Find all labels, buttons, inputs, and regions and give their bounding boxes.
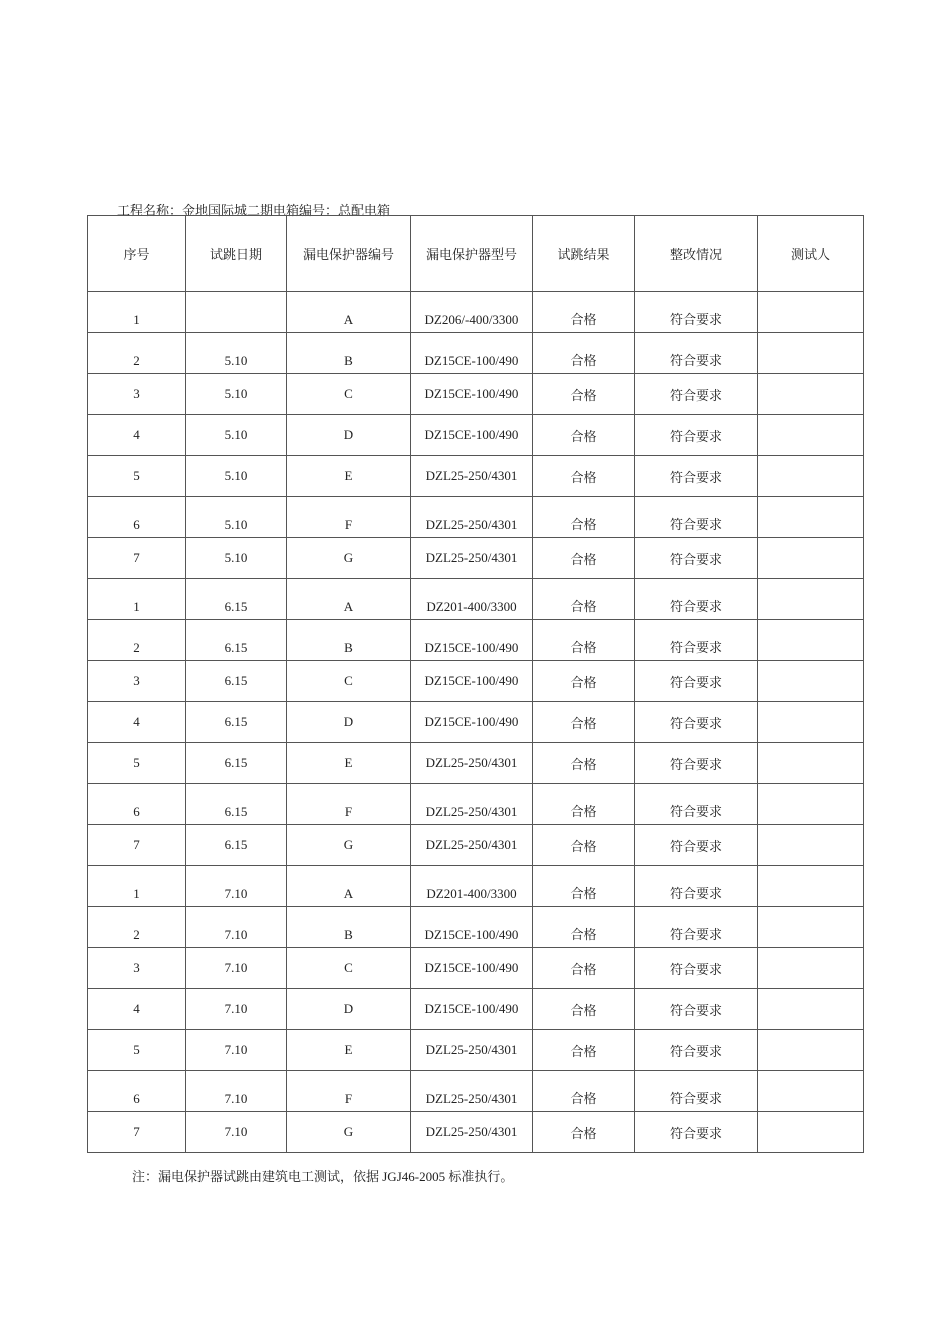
cell-code: C (287, 374, 411, 415)
cell-model: DZL25-250/4301 (411, 1030, 533, 1071)
cell-model: DZ15CE-100/490 (411, 702, 533, 743)
table-body (88, 292, 864, 1153)
cell-date: 7.10 (186, 989, 287, 1030)
table-header-row (88, 216, 864, 292)
cell-no: 5 (88, 456, 186, 497)
cell-no: 2 (88, 907, 186, 948)
cell-model: DZ15CE-100/490 (411, 333, 533, 374)
table-row (88, 907, 864, 948)
cell-tester (758, 579, 864, 620)
table-row (88, 743, 864, 784)
cell-fix: 符合要求 (635, 825, 758, 866)
cell-tester (758, 948, 864, 989)
cell-fix: 符合要求 (635, 702, 758, 743)
cell-result: 合格 (533, 702, 635, 743)
cell-no: 1 (88, 292, 186, 333)
cell-fix: 符合要求 (635, 743, 758, 784)
cell-fix: 符合要求 (635, 784, 758, 825)
cell-result: 合格 (533, 866, 635, 907)
cell-result: 合格 (533, 620, 635, 661)
cell-date: 5.10 (186, 374, 287, 415)
cell-fix: 符合要求 (635, 538, 758, 579)
cell-fix: 符合要求 (635, 907, 758, 948)
cell-result: 合格 (533, 784, 635, 825)
cell-no: 3 (88, 948, 186, 989)
cell-date: 6.15 (186, 702, 287, 743)
cell-no: 1 (88, 866, 186, 907)
cell-date: 6.15 (186, 661, 287, 702)
project-name: 金地国际城二期 (182, 203, 274, 218)
table-row (88, 702, 864, 743)
cell-model: DZ15CE-100/490 (411, 948, 533, 989)
cell-model: DZ15CE-100/490 (411, 415, 533, 456)
cell-tester (758, 538, 864, 579)
cell-code: C (287, 661, 411, 702)
cell-code: A (287, 866, 411, 907)
cell-tester (758, 784, 864, 825)
cell-tester (758, 497, 864, 538)
cell-model: DZL25-250/4301 (411, 497, 533, 538)
cell-date: 5.10 (186, 333, 287, 374)
cell-no: 6 (88, 784, 186, 825)
cell-result: 合格 (533, 989, 635, 1030)
cell-fix: 符合要求 (635, 579, 758, 620)
table-row (88, 456, 864, 497)
cell-no: 3 (88, 374, 186, 415)
cell-model: DZL25-250/4301 (411, 1071, 533, 1112)
cell-result: 合格 (533, 1030, 635, 1071)
cell-model: DZ15CE-100/490 (411, 374, 533, 415)
cell-code: E (287, 456, 411, 497)
table-row (88, 620, 864, 661)
cell-tester (758, 661, 864, 702)
cell-model: DZ15CE-100/490 (411, 620, 533, 661)
cell-fix: 符合要求 (635, 866, 758, 907)
cell-result: 合格 (533, 1071, 635, 1112)
cell-fix: 符合要求 (635, 661, 758, 702)
cell-tester (758, 456, 864, 497)
cell-result: 合格 (533, 415, 635, 456)
cell-no: 5 (88, 1030, 186, 1071)
cell-tester (758, 333, 864, 374)
cell-result: 合格 (533, 456, 635, 497)
cell-code: D (287, 989, 411, 1030)
cell-code: B (287, 907, 411, 948)
leakage-test-table (87, 215, 864, 1153)
cell-fix: 符合要求 (635, 1030, 758, 1071)
table-row (88, 292, 864, 333)
cell-tester (758, 702, 864, 743)
footnote: 注：漏电保护器试跳由建筑电工测试，依据 JGJ46-2005 标准执行。 (132, 1169, 514, 1184)
cell-fix: 符合要求 (635, 948, 758, 989)
cell-model: DZ15CE-100/490 (411, 989, 533, 1030)
cell-model: DZL25-250/4301 (411, 825, 533, 866)
cell-fix: 符合要求 (635, 1112, 758, 1153)
cell-no: 6 (88, 497, 186, 538)
col-header-date: 试跳日期 (186, 216, 287, 292)
cell-tester (758, 292, 864, 333)
table-row (88, 333, 864, 374)
box-label: 电箱编号： (273, 203, 339, 218)
cell-tester (758, 866, 864, 907)
col-header-model: 漏电保护器型号 (411, 216, 533, 292)
col-header-code: 漏电保护器编号 (287, 216, 411, 292)
cell-result: 合格 (533, 948, 635, 989)
cell-tester (758, 907, 864, 948)
cell-date: 7.10 (186, 907, 287, 948)
cell-no: 4 (88, 702, 186, 743)
cell-no: 4 (88, 989, 186, 1030)
cell-tester (758, 743, 864, 784)
cell-date (186, 292, 287, 333)
box-name: 总配电箱 (338, 203, 391, 218)
cell-date: 7.10 (186, 948, 287, 989)
cell-model: DZ201-400/3300 (411, 579, 533, 620)
cell-tester (758, 825, 864, 866)
cell-model: DZL25-250/4301 (411, 456, 533, 497)
cell-tester (758, 1071, 864, 1112)
cell-date: 7.10 (186, 866, 287, 907)
cell-result: 合格 (533, 333, 635, 374)
project-label: 工程名称： (117, 203, 183, 218)
cell-tester (758, 989, 864, 1030)
cell-date: 5.10 (186, 456, 287, 497)
cell-date: 6.15 (186, 579, 287, 620)
cell-result: 合格 (533, 661, 635, 702)
cell-result: 合格 (533, 1112, 635, 1153)
cell-date: 7.10 (186, 1112, 287, 1153)
cell-date: 6.15 (186, 784, 287, 825)
cell-no: 2 (88, 620, 186, 661)
table-row (88, 866, 864, 907)
cell-code: G (287, 1112, 411, 1153)
table-row (88, 784, 864, 825)
cell-no: 3 (88, 661, 186, 702)
cell-model: DZ15CE-100/490 (411, 907, 533, 948)
col-header-tester: 测试人 (758, 216, 864, 292)
cell-fix: 符合要求 (635, 456, 758, 497)
cell-model: DZL25-250/4301 (411, 784, 533, 825)
cell-fix: 符合要求 (635, 1071, 758, 1112)
cell-model: DZL25-250/4301 (411, 538, 533, 579)
col-header-fix: 整改情况 (635, 216, 758, 292)
cell-fix: 符合要求 (635, 620, 758, 661)
cell-code: F (287, 497, 411, 538)
cell-code: G (287, 825, 411, 866)
table-row (88, 989, 864, 1030)
cell-tester (758, 1030, 864, 1071)
table-row (88, 374, 864, 415)
cell-code: E (287, 743, 411, 784)
cell-no: 7 (88, 825, 186, 866)
cell-fix: 符合要求 (635, 333, 758, 374)
cell-model: DZL25-250/4301 (411, 1112, 533, 1153)
table-row (88, 579, 864, 620)
cell-tester (758, 374, 864, 415)
cell-code: B (287, 620, 411, 661)
cell-result: 合格 (533, 743, 635, 784)
cell-date: 6.15 (186, 743, 287, 784)
cell-code: D (287, 702, 411, 743)
cell-code: B (287, 333, 411, 374)
cell-no: 7 (88, 538, 186, 579)
cell-fix: 符合要求 (635, 415, 758, 456)
cell-code: F (287, 1071, 411, 1112)
cell-date: 5.10 (186, 497, 287, 538)
table-row (88, 1030, 864, 1071)
cell-code: E (287, 1030, 411, 1071)
table-row (88, 415, 864, 456)
cell-no: 2 (88, 333, 186, 374)
col-header-result: 试跳结果 (533, 216, 635, 292)
col-header-no: 序号 (88, 216, 186, 292)
table-row (88, 825, 864, 866)
cell-result: 合格 (533, 579, 635, 620)
table-row (88, 1112, 864, 1153)
cell-date: 7.10 (186, 1071, 287, 1112)
cell-model: DZL25-250/4301 (411, 743, 533, 784)
cell-date: 5.10 (186, 538, 287, 579)
cell-result: 合格 (533, 825, 635, 866)
cell-code: C (287, 948, 411, 989)
cell-fix: 符合要求 (635, 497, 758, 538)
cell-no: 4 (88, 415, 186, 456)
cell-date: 6.15 (186, 620, 287, 661)
cell-code: D (287, 415, 411, 456)
cell-result: 合格 (533, 374, 635, 415)
cell-code: G (287, 538, 411, 579)
cell-result: 合格 (533, 538, 635, 579)
cell-date: 6.15 (186, 825, 287, 866)
table-row (88, 948, 864, 989)
cell-result: 合格 (533, 292, 635, 333)
cell-model: DZ15CE-100/490 (411, 661, 533, 702)
cell-tester (758, 620, 864, 661)
cell-model: DZ206/-400/3300 (411, 292, 533, 333)
cell-date: 5.10 (186, 415, 287, 456)
table-row (88, 661, 864, 702)
cell-fix: 符合要求 (635, 374, 758, 415)
cell-no: 6 (88, 1071, 186, 1112)
table-row (88, 538, 864, 579)
cell-date: 7.10 (186, 1030, 287, 1071)
cell-no: 5 (88, 743, 186, 784)
cell-no: 7 (88, 1112, 186, 1153)
cell-code: A (287, 292, 411, 333)
table-row (88, 1071, 864, 1112)
cell-code: A (287, 579, 411, 620)
cell-fix: 符合要求 (635, 989, 758, 1030)
cell-model: DZ201-400/3300 (411, 866, 533, 907)
cell-result: 合格 (533, 497, 635, 538)
cell-result: 合格 (533, 907, 635, 948)
cell-tester (758, 415, 864, 456)
cell-fix: 符合要求 (635, 292, 758, 333)
cell-no: 1 (88, 579, 186, 620)
cell-tester (758, 1112, 864, 1153)
cell-code: F (287, 784, 411, 825)
table-row (88, 497, 864, 538)
